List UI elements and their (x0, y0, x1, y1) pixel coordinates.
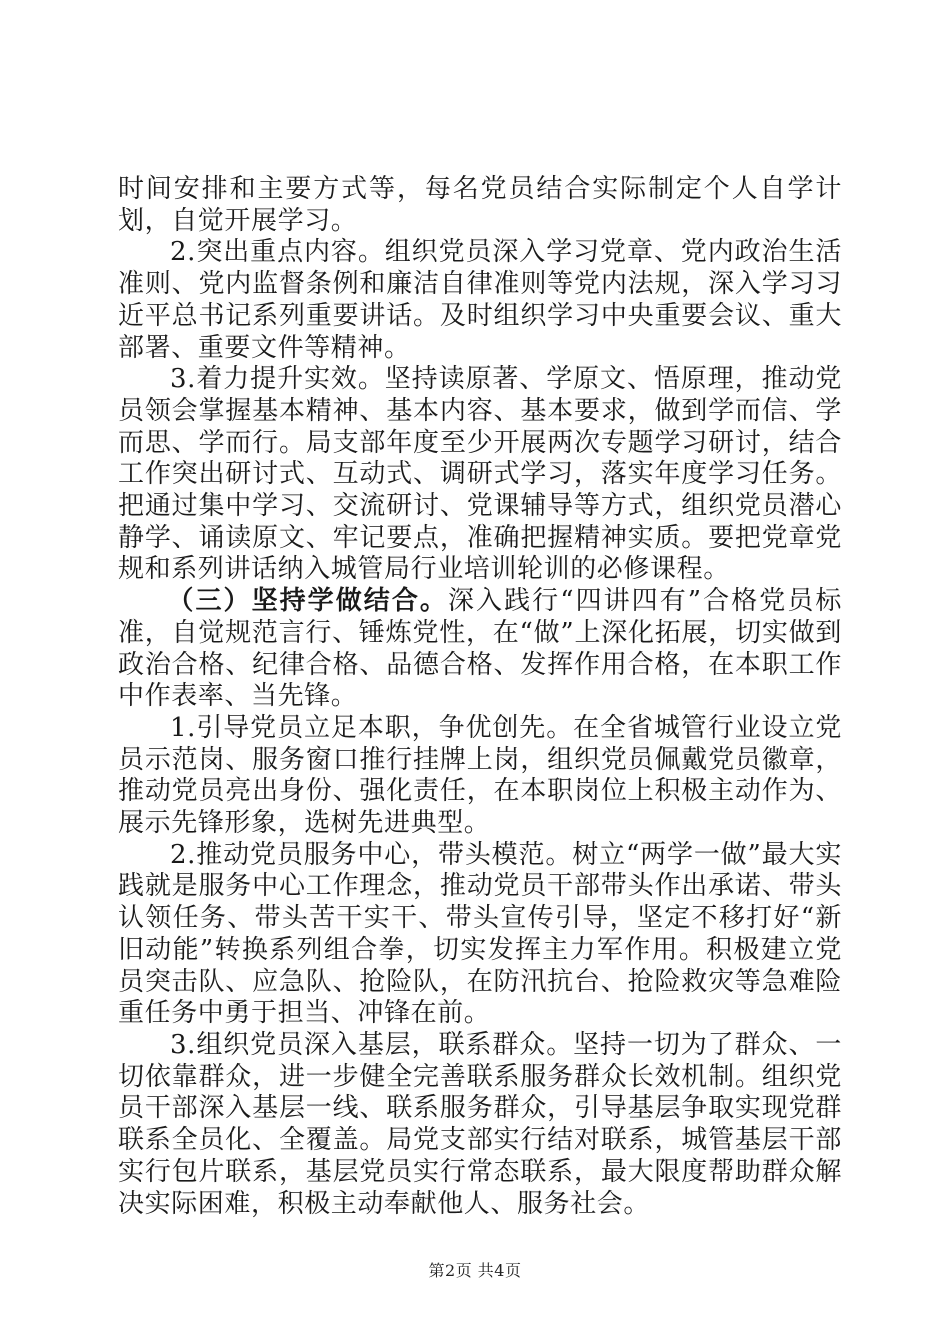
section-heading: （三）坚持学做结合。 (167, 586, 448, 617)
paragraph-section-3 (118, 586, 842, 713)
page-number-label: 第2页 共4页 (428, 1261, 522, 1280)
paragraph-text: 2.推动党员服务中心，带头模范。树立“两学一做”最大实践就是服务中心工作理念，推动党员干部带头作出承诺、带头认领任务、带头苦干实干、带头宣传引导，坚定不移打好“新旧动能”转换系列组合拳，切实发挥主力军作用。积极建立党员突击队、应急队、抢险队，在防汛抗台、抢险救灾等急难险重任务中勇于担当、冲锋在前。 (118, 839, 842, 1029)
page-footer (0, 1258, 950, 1281)
paragraph-text: 时间安排和主要方式等，每名党员结合实际制定个人自学计划，自觉开展学习。 (118, 174, 842, 236)
paragraph-continuation (118, 174, 842, 237)
paragraph-item-2-serve-center (118, 840, 842, 1030)
paragraph-item-3-grassroots (118, 1030, 842, 1220)
paragraph-text: 1.引导党员立足本职，争优创先。在全省城管行业设立党员示范岗、服务窗口推行挂牌上岗，组织党员佩戴党员徽章，推动党员亮出身份、强化责任，在本职岗位上积极主动作为、展示先锋形象，选树先进典型。 (118, 712, 842, 839)
paragraph-text: 深入践行“四讲四有”合格党员标准，自觉规范言行、锤炼党性，在“做”上深化拓展，切实做到政治合格、纪律合格、品德合格、发挥作用合格，在本职工作中作表率、当先锋。 (118, 586, 842, 712)
paragraph-item-3-effectiveness (118, 364, 842, 586)
paragraph-item-2-key-content (118, 237, 842, 364)
document-body (118, 174, 842, 1220)
paragraph-text: 3.着力提升实效。坚持读原著、学原文、悟原理，推动党员领会掌握基本精神、基本内容、基本要求，做到学而信、学而思、学而行。局支部年度至少开展两次专题学习研讨，结合工作突出研讨式、互动式、调研式学习，落实年度学习任务。把通过集中学习、交流研讨、党课辅导等方式，组织党员潜心静学、诵读原文、牢记要点，准确把握精神实质。要把党章党规和系列讲话纳入城管局行业培训轮训的必修课程。 (118, 364, 842, 585)
paragraph-item-1-guide-members (118, 713, 842, 840)
paragraph-text: 3.组织党员深入基层，联系群众。坚持一切为了群众、一切依靠群众，进一步健全完善联系服务群众长效机制。组织党员干部深入基层一线、联系服务群众，引导基层争取实现党群联系全员化、全覆盖。局党支部实行结对联系，城管基层干部实行包片联系，基层党员实行常态联系，最大限度帮助群众解决实际困难，积极主动奉献他人、服务社会。 (118, 1029, 842, 1219)
paragraph-text: 2.突出重点内容。组织党员深入学习党章、党内政治生活准则、党内监督条例和廉洁自律准则等党内法规，深入学习习近平总书记系列重要讲话。及时组织学习中央重要会议、重大部署、重要文件等精神。 (118, 237, 842, 363)
